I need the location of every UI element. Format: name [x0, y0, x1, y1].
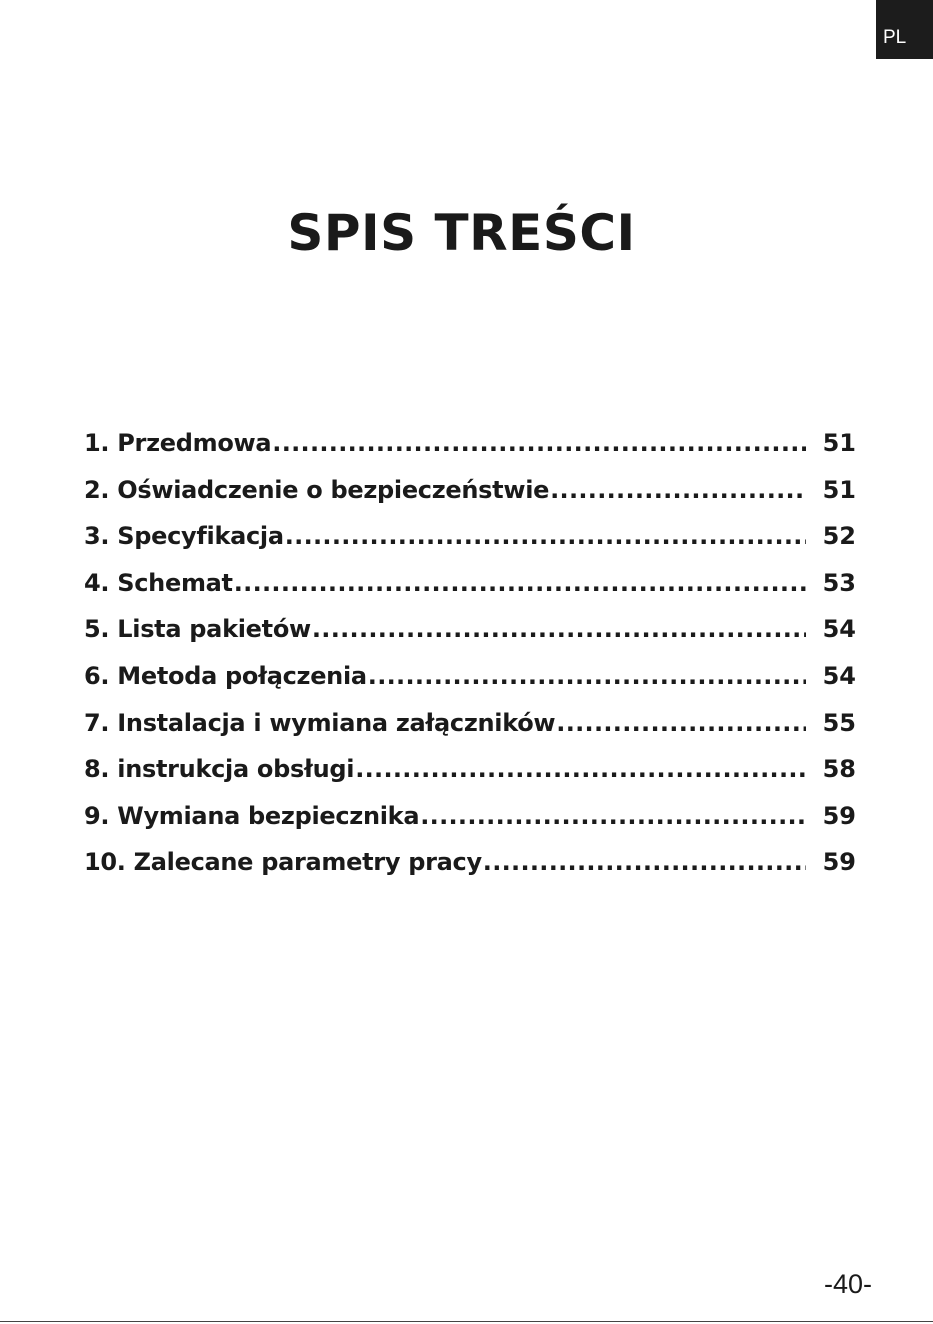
toc-dot-leader	[312, 609, 806, 649]
toc-entry[interactable]	[84, 516, 856, 563]
toc-entry-page: 52	[822, 522, 856, 551]
toc-entry[interactable]	[84, 470, 856, 517]
toc-entry[interactable]	[84, 563, 856, 610]
toc-entry-label: 8. instrukcja obsługi	[84, 755, 355, 784]
toc-entry[interactable]	[84, 749, 856, 796]
page-number: -40-	[824, 1269, 873, 1299]
toc-entry-page: 54	[822, 615, 856, 644]
toc-entry-label: 6. Metoda połączenia	[84, 661, 367, 690]
toc-entry-label: 4. Schemat	[84, 568, 233, 597]
toc-entry-page: 59	[822, 848, 856, 877]
toc-entry[interactable]	[84, 842, 856, 889]
toc-entry-label: 5. Lista pakietów	[84, 615, 311, 644]
toc-dot-leader	[272, 423, 806, 463]
toc-dot-leader	[355, 749, 806, 789]
bottom-divider	[0, 1321, 933, 1322]
toc-entry-label: 9. Wymiana bezpiecznika	[84, 801, 420, 830]
toc-entry-page: 54	[822, 661, 856, 690]
toc-dot-leader	[234, 563, 806, 603]
toc-dot-leader	[483, 842, 806, 882]
toc-entry-page: 55	[822, 708, 856, 737]
page-title: SPIS TREŚCI	[287, 204, 636, 262]
toc-dot-leader	[550, 470, 806, 510]
toc-entry-page: 53	[822, 568, 856, 597]
toc-entry[interactable]	[84, 423, 856, 470]
table-of-contents	[84, 423, 856, 889]
toc-entry-page: 58	[822, 755, 856, 784]
toc-entry-page: 51	[822, 429, 856, 457]
toc-entry-label: 7. Instalacja i wymiana załączników	[84, 708, 556, 737]
toc-entry-label: 10. Zalecane parametry pracy	[84, 848, 482, 877]
toc-entry-label: 2. Oświadczenie o bezpieczeństwie	[84, 475, 550, 504]
toc-entry-page: 51	[822, 475, 856, 504]
toc-entry-page: 59	[822, 801, 856, 830]
toc-entry[interactable]	[84, 656, 856, 703]
toc-entry-label: 3. Specyfikacja	[84, 522, 284, 551]
toc-dot-leader	[285, 516, 806, 556]
language-tab: PL	[876, 0, 933, 59]
toc-entry[interactable]	[84, 703, 856, 750]
toc-entry-label: 1. Przedmowa	[84, 429, 272, 457]
toc-entry[interactable]	[84, 609, 856, 656]
toc-dot-leader	[368, 656, 806, 696]
toc-dot-leader	[556, 703, 806, 743]
toc-entry[interactable]	[84, 796, 856, 843]
toc-dot-leader	[420, 796, 806, 836]
